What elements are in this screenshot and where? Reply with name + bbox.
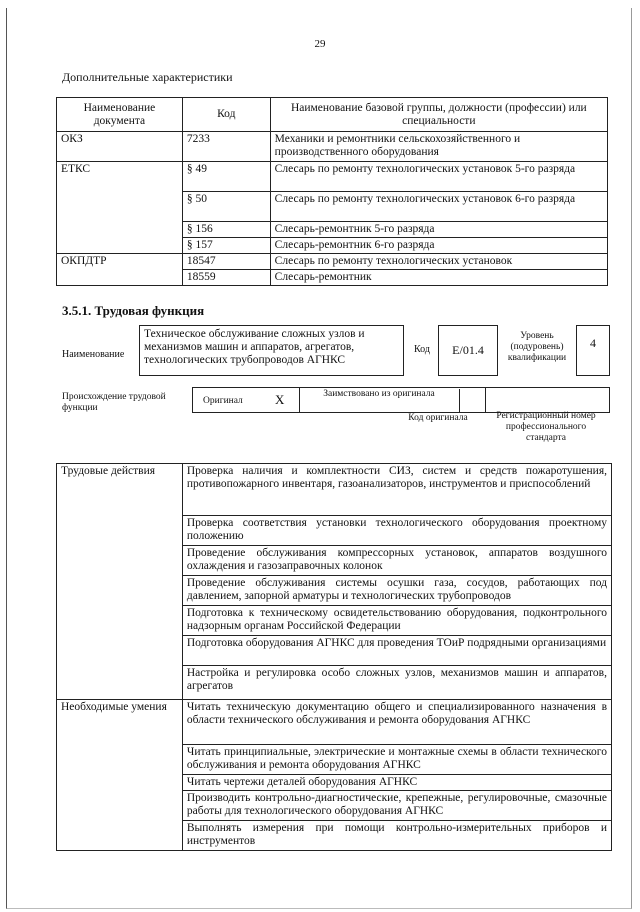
cell-code: § 50 xyxy=(182,192,270,222)
origin-code-cell xyxy=(459,388,486,412)
cell-code: § 157 xyxy=(182,238,270,254)
level-value: 4 xyxy=(590,336,596,350)
action-item: Подготовка к техническому освидетельствованию оборудования, подконтрольного надзорным органам Российской Федерации xyxy=(182,606,611,636)
origin-original-label: Оригинал xyxy=(203,396,243,406)
table-row xyxy=(57,700,612,745)
reg-caption: Регистрационный номер профессионального стандарта xyxy=(496,411,596,443)
skills-label: Необходимые умения xyxy=(57,700,183,851)
action-item: Проведение обслуживания системы осушки газа, сосудов, работающих под давлением, запорной арматуры и технологических трубопроводов xyxy=(182,576,611,606)
cell-code: 18547 xyxy=(182,254,270,270)
header-code: Код xyxy=(182,98,270,132)
level-box xyxy=(576,325,610,376)
name-label: Наименование xyxy=(62,349,125,360)
action-item: Проверка наличия и комплектности СИЗ, систем и средств пожаротушения, противопожарного инвентаря, газоанализаторов, инструментов и приспособлений xyxy=(182,464,611,516)
level-label: Уровень (подуровень) квалификации xyxy=(507,331,567,363)
action-item: Проведение обслуживания компрессорных установок, аппаратов воздушного охлаждения и газозаправочных колонок xyxy=(182,546,611,576)
cell-name: Слесарь по ремонту технологических установок 5-го разряда xyxy=(270,162,607,192)
code-caption: Код оригинала xyxy=(408,413,468,423)
table-row xyxy=(57,464,612,516)
skill-item: Производить контрольно-диагностические, крепежные, регулировочные, смазочные работы для технологического оборудования АГНКС xyxy=(182,791,611,821)
cell-code: 18559 xyxy=(182,270,270,286)
skill-item: Читать техническую документацию общего и специализированного назначения в области технического обслуживания и ремонта оборудования АГНКС xyxy=(182,700,611,745)
code-label: Код xyxy=(414,344,430,355)
function-name-box xyxy=(139,325,404,376)
function-heading: 3.5.1. Трудовая функция xyxy=(62,303,205,318)
cell-name: Слесарь по ремонту технологических установок xyxy=(270,254,607,270)
origin-mark: X xyxy=(275,392,285,407)
additional-table xyxy=(56,97,608,286)
cell-doc: ОКПДТР xyxy=(57,254,183,286)
cell-name: Слесарь-ремонтник 5-го разряда xyxy=(270,222,607,238)
actions-label: Трудовые действия xyxy=(57,464,183,700)
origin-original-cell xyxy=(193,388,300,412)
origin-label: Происхождение трудовой функции xyxy=(62,392,166,413)
origin-box xyxy=(192,387,610,413)
function-code-box xyxy=(438,325,498,376)
skill-item: Читать принципиальные, электрические и монтажные схемы в области технического обслуживания и ремонта оборудования АГНКС xyxy=(182,745,611,775)
cell-name: Слесарь по ремонту технологических установок 6-го разряда xyxy=(270,192,607,222)
function-name-value: Техническое обслуживание сложных узлов и механизмов машин и аппаратов, агрегатов, технологических трубопроводов АГНКС xyxy=(144,328,365,366)
skill-item: Читать чертежи деталей оборудования АГНКС xyxy=(182,775,611,791)
cell-name: Слесарь-ремонтник xyxy=(270,270,607,286)
page-number: 29 xyxy=(314,38,326,50)
additional-title: Дополнительные характеристики xyxy=(62,70,233,84)
skill-item: Выполнять измерения при помощи контрольно-измерительных приборов и инструментов xyxy=(182,821,611,851)
action-item: Проверка соответствия установки технологического оборудования проектному положению xyxy=(182,516,611,546)
action-item: Подготовка оборудования АГНКС для проведения ТОиР подрядными организациями xyxy=(182,636,611,666)
table-row xyxy=(57,254,608,270)
cell-code: § 49 xyxy=(182,162,270,192)
table-row xyxy=(57,132,608,162)
cell-doc: ОКЗ xyxy=(57,132,183,162)
cell-code: 7233 xyxy=(182,132,270,162)
header-doc: Наименование документа xyxy=(57,98,183,132)
origin-borrowed-label: Заимствовано из оригинала xyxy=(299,389,460,413)
table-header-row xyxy=(57,98,608,132)
cell-doc: ЕТКС xyxy=(57,162,183,254)
cell-name: Слесарь-ремонтник 6-го разряда xyxy=(270,238,607,254)
function-code-value: E/01.4 xyxy=(452,343,484,357)
cell-name: Механики и ремонтники сельскохозяйственного и производственного оборудования xyxy=(270,132,607,162)
cell-code: § 156 xyxy=(182,222,270,238)
action-item: Настройка и регулировка особо сложных узлов, механизмов машин и аппаратов, агрегатов xyxy=(182,666,611,700)
table-row xyxy=(57,162,608,192)
header-name: Наименование базовой группы, должности (профессии) или специальности xyxy=(270,98,607,132)
labor-table xyxy=(56,463,612,851)
